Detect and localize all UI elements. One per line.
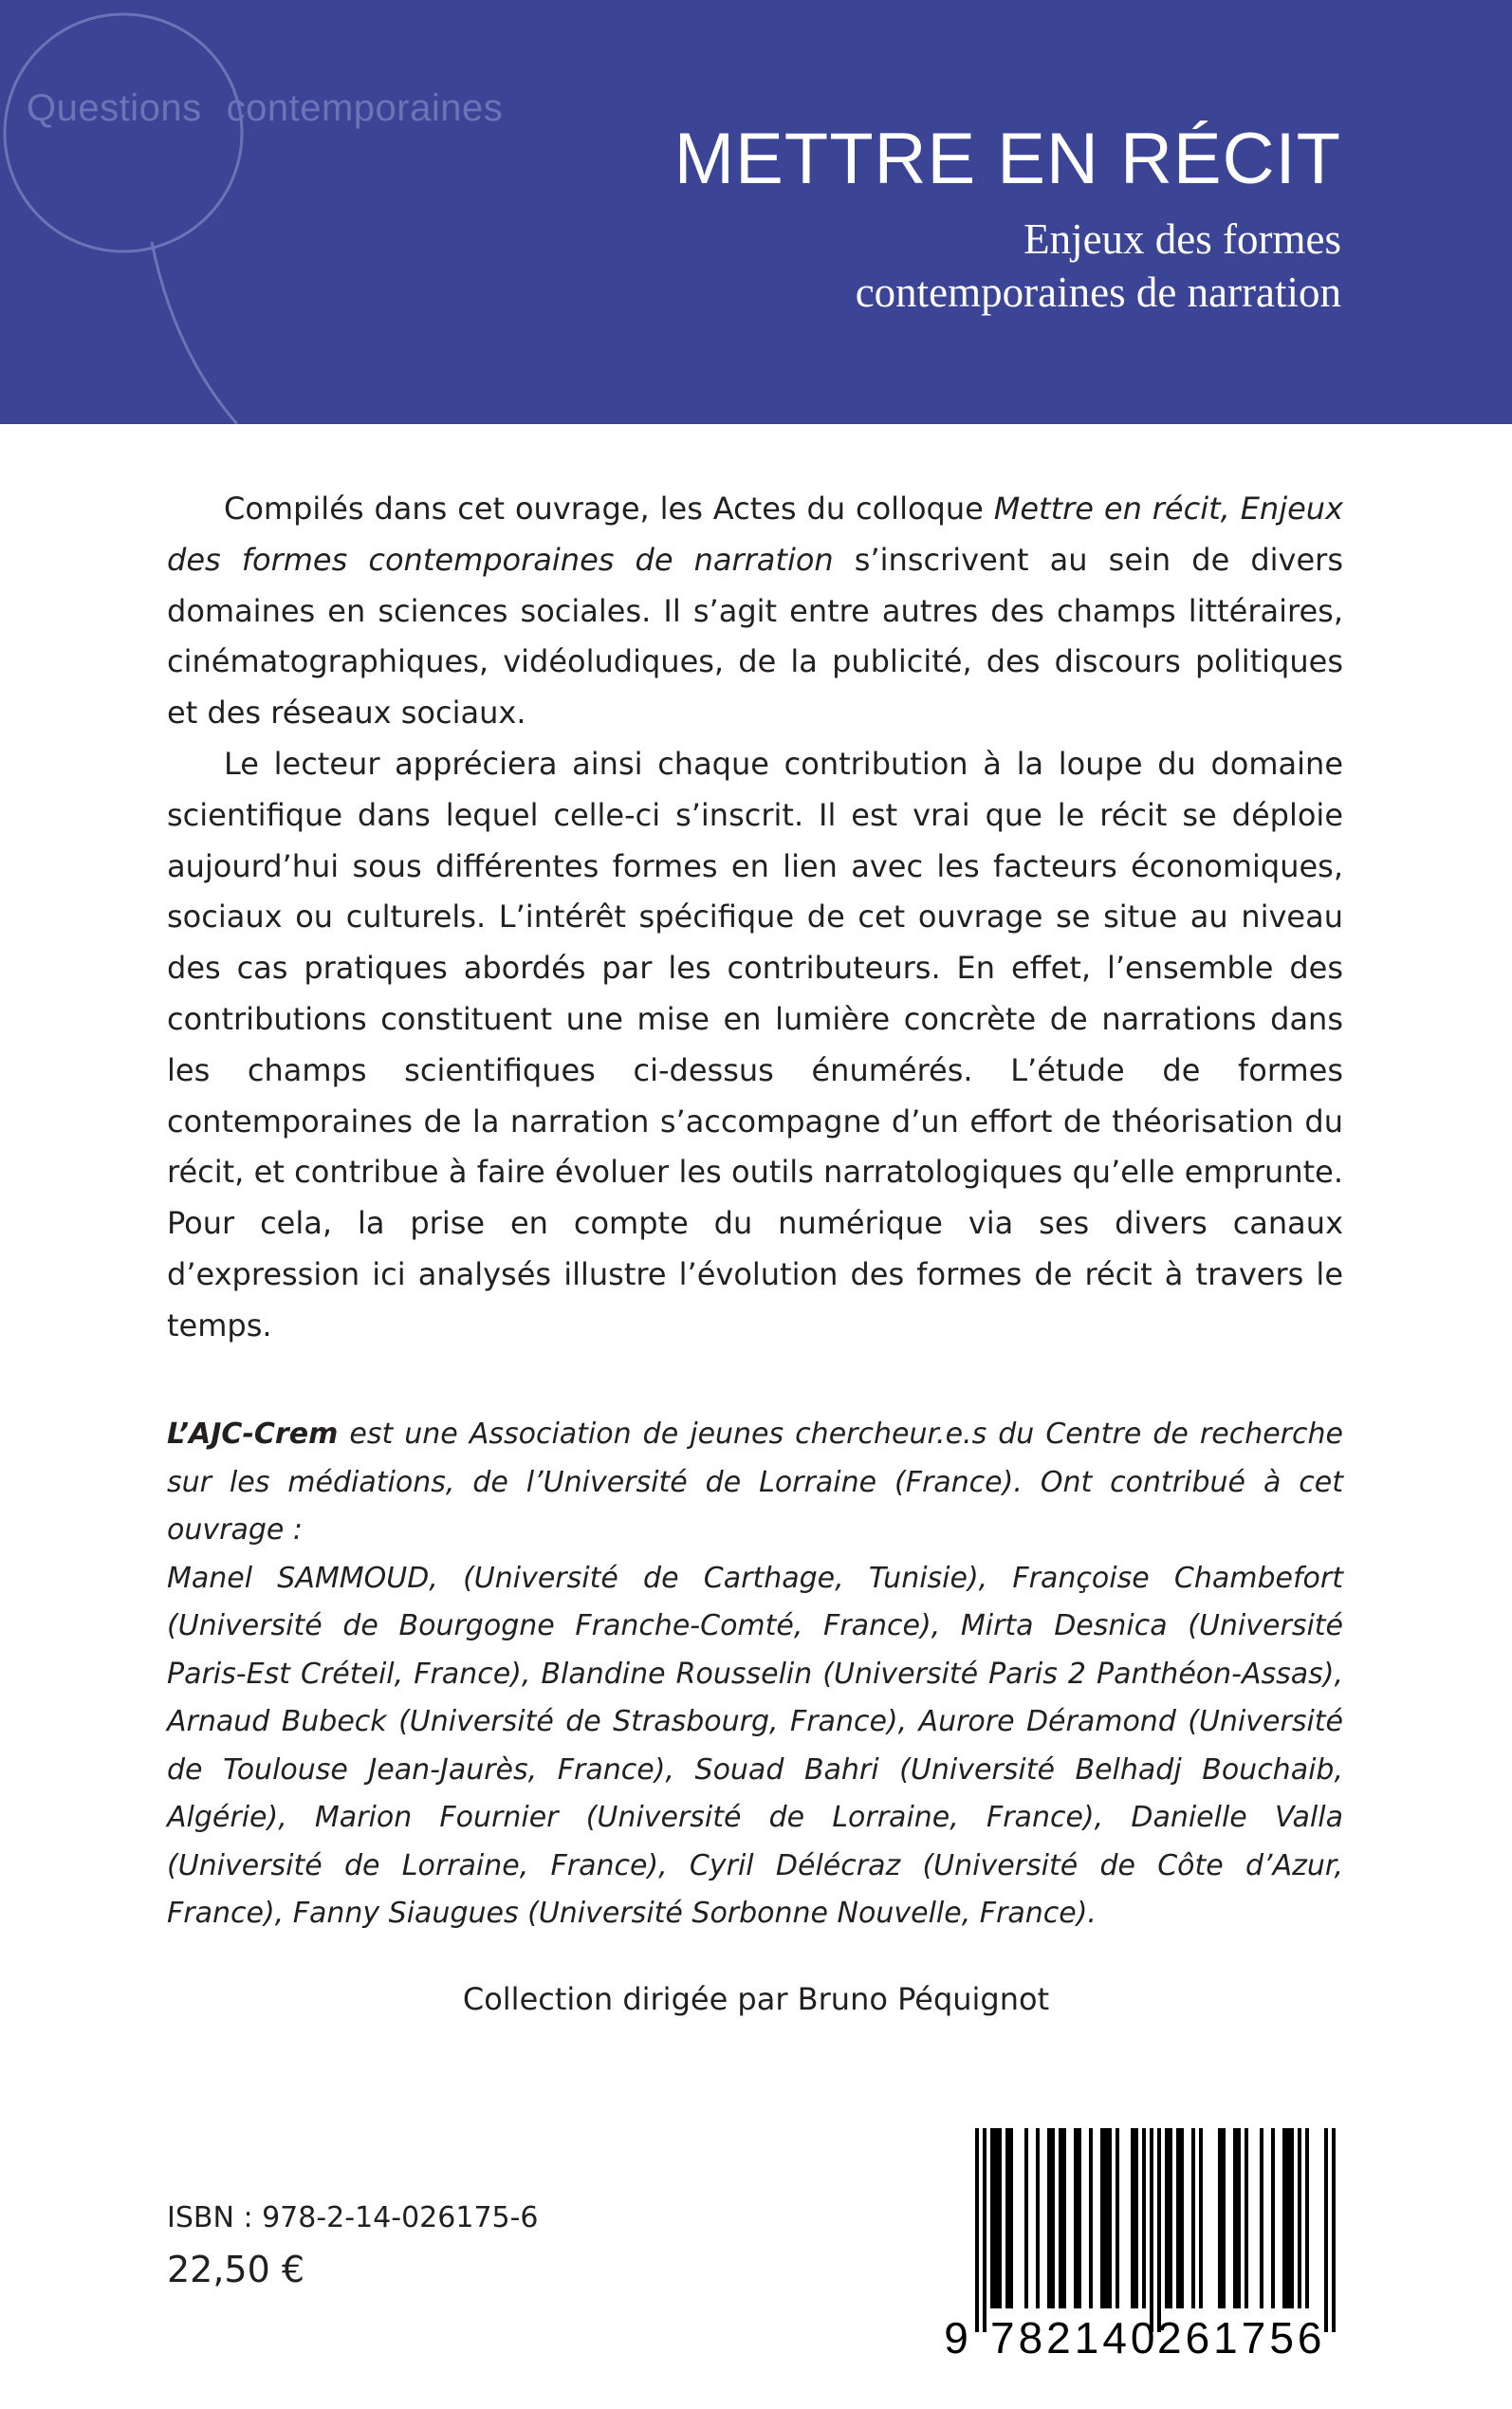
summary-p1-start: Compilés dans cet ouvrage, les Actes du colloque <box>224 491 994 527</box>
summary-p1-end: s’inscrivent au sein de divers domaines en sciences sociales. Il s’agit entre autres des champs littéraires, cinématographiques, vidéoludiques, de la publicité, des discours politiques et des réseaux sociaux. <box>167 541 1344 732</box>
book-subtitle-line-1: Enjeux des formes <box>1023 215 1341 263</box>
summary-paragraph-2: Le lecteur appréciera ainsi chaque contribution à la loupe du domaine scientifique dans lequel celle-ci s’inscrit. Il est vrai que le récit se déploie aujourd’hui sous différentes formes en lien avec les facteurs économiques, sociaux ou culturels. L’intérêt spécifique de cet ouvrage se situe au niveau des cas pratiques abordés par les contributeurs. En effet, l’ensemble des contributions constituent une mise en lumière concrète de narrations dans les champs scientifiques ci-dessus énumérés. L’étude de formes contemporaines de la narration s’accompagne d’un effort de théorisation du récit, et contribue à faire évoluer les outils narratologiques qu’elle emprunte. Pour cela, la prise en compte du numérique via ses divers canaux d’expression ici analysés illustre l’évolution des formes de récit à travers le temps. <box>167 745 1343 1343</box>
barcode-bar <box>1199 2128 1203 2308</box>
q-letter-outline-icon <box>0 0 360 424</box>
series-name <box>27 87 503 130</box>
contributors-list: Manel SAMMOUD, (Université de Carthage, Tunisie), Françoise Chambefort (Université de Bourgogne Franche-Comté, France), Mirta Desnica (Université Paris-Est Créteil, France), Blandine Rousselin (Université Paris 2 Panthéon-Assas), Arnaud Bubeck (Université de Strasbourg, France), Aurore Déramond (Université de Toulouse Jean-Jaurès, France), Souad Bahri (Université Belhadj Bouchaib, Algérie), Marion Fournier (Université de Lorraine, France), Danielle Valla (Université de Lorraine, France), Cyril Délécraz (Université de Côte d’Azur, France), Fanny Siaugues (Université Sorbonne Nouvelle, France). <box>167 1561 1343 1930</box>
summary-p1-title: Mettre en récit, Enjeux des formes contemporaines de narration <box>167 491 1344 578</box>
isbn-number: ISBN : 978-2-14-026175-6 <box>167 2201 539 2234</box>
barcode-bar <box>1191 2128 1195 2308</box>
series-name-left: Questions <box>27 87 202 129</box>
barcode-bar <box>1176 2128 1180 2308</box>
barcode-bar <box>1290 2128 1294 2308</box>
barcode-left-digits: 782140 <box>990 2313 1159 2363</box>
barcode-bar <box>1245 2128 1248 2308</box>
barcode-guard-bar <box>1150 2128 1153 2332</box>
barcode-bar <box>1165 2128 1169 2308</box>
barcode-bar <box>1180 2128 1184 2308</box>
barcode-bar <box>1142 2128 1146 2308</box>
barcode-bar <box>1009 2128 1013 2308</box>
barcode-guard-bar <box>1324 2128 1328 2332</box>
barcode-bar <box>1047 2128 1051 2308</box>
barcode-bar <box>998 2128 1002 2308</box>
barcode-bar <box>1074 2128 1078 2308</box>
barcode-bar <box>1298 2128 1301 2308</box>
barcode-bar <box>1062 2128 1066 2308</box>
organization-name: L’AJC-Crem <box>167 1418 339 1451</box>
barcode-bar <box>1108 2128 1112 2308</box>
barcode-first-digit: 9 <box>944 2313 968 2363</box>
book-subtitle-line-2: contemporaines de narration <box>855 269 1341 316</box>
barcode-bar <box>1305 2128 1309 2308</box>
summary-paragraph-1 <box>167 484 1343 739</box>
barcode-bar <box>1024 2128 1028 2308</box>
barcode <box>937 2128 1345 2361</box>
price: 22,50 € <box>167 2249 305 2290</box>
barcode-bar <box>1100 2128 1104 2308</box>
barcode-guard-bar <box>975 2128 979 2332</box>
barcode-bar <box>1282 2128 1286 2308</box>
barcode-bar <box>990 2128 994 2308</box>
barcode-bar <box>1233 2128 1237 2308</box>
cover-header <box>0 0 1512 424</box>
barcode-bar <box>1260 2128 1263 2308</box>
barcode-bar <box>1237 2128 1241 2308</box>
barcode-bar <box>1169 2128 1172 2308</box>
about-intro <box>167 1411 1343 1555</box>
barcode-bar <box>1134 2128 1138 2308</box>
barcode-bar <box>1104 2128 1108 2308</box>
barcode-bar <box>1005 2128 1009 2308</box>
barcode-guard-bar <box>1157 2128 1161 2332</box>
series-name-right: contemporaines <box>226 87 504 129</box>
barcode-right-digits: 261756 <box>1157 2313 1326 2363</box>
barcode-bar <box>1036 2128 1040 2308</box>
barcode-bar <box>1271 2128 1275 2308</box>
barcode-bar <box>1116 2128 1119 2308</box>
barcode-guard-bar <box>983 2128 986 2332</box>
barcode-bar <box>994 2128 998 2308</box>
barcode-bar <box>1218 2128 1222 2308</box>
barcode-bar <box>1286 2128 1290 2308</box>
barcode-bar <box>1051 2128 1055 2308</box>
book-summary <box>167 484 1343 1352</box>
barcode-bar <box>1078 2128 1081 2308</box>
barcode-bar <box>1131 2128 1134 2308</box>
collection-director: Collection dirigée par Bruno Péquignot <box>462 1981 1050 2017</box>
book-title: METTRE EN RÉCIT <box>673 119 1341 199</box>
barcode-bar <box>1059 2128 1062 2308</box>
organization-description: est une Association de jeunes chercheur.e.s du Centre de recherche sur les médiations, de l’Université de Lorraine (France). Ont contribué à cet ouvrage : <box>167 1418 1343 1547</box>
book-subtitle <box>856 213 1341 319</box>
barcode-guard-bar <box>1332 2128 1336 2332</box>
about-authors <box>167 1411 1343 1938</box>
barcode-bar <box>1089 2128 1093 2308</box>
barcode-bar <box>1222 2128 1226 2308</box>
